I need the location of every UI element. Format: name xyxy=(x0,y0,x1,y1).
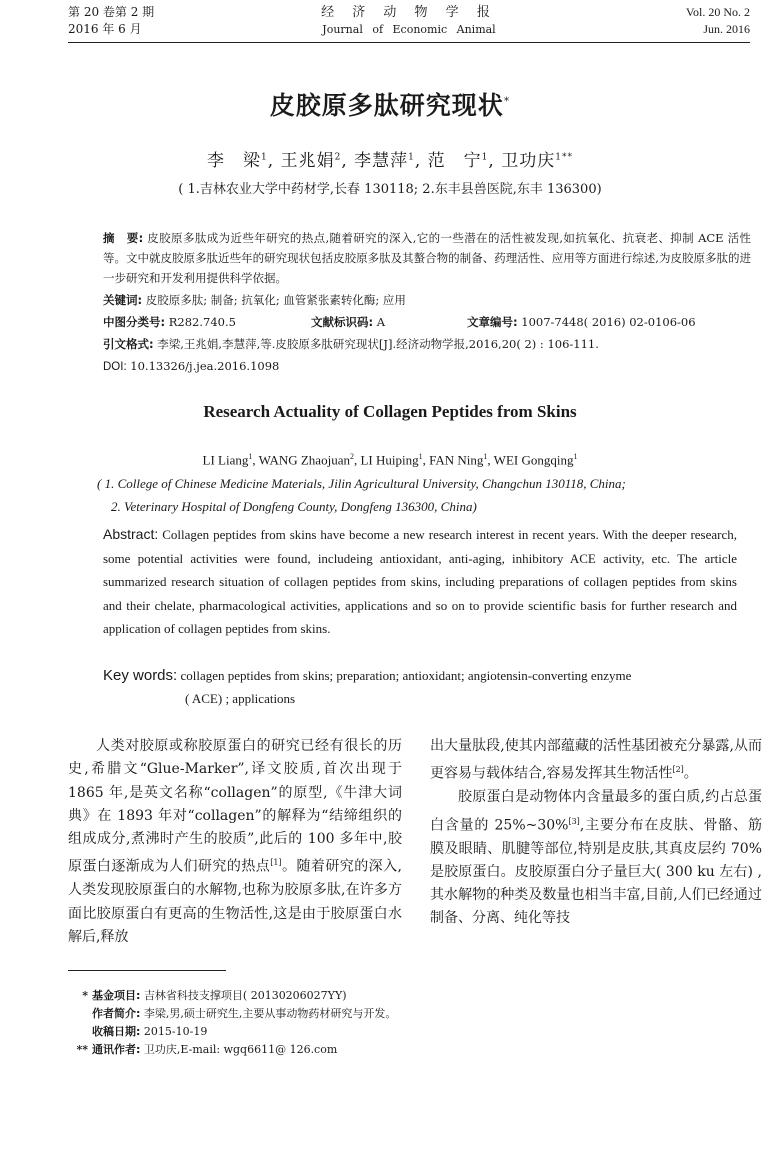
doc-code-value: A xyxy=(376,315,386,329)
footnote-funding xyxy=(82,988,347,1004)
keywords-cn xyxy=(103,292,406,308)
affiliation-en-line-2: 2. Veterinary Hospital of Dongfeng County, Dongfeng 136300, China) xyxy=(111,499,477,514)
footnote-received-date xyxy=(92,1024,207,1040)
header-volume-cn: 第 20 卷第 2 期 xyxy=(68,5,155,19)
title-cn xyxy=(0,86,780,122)
body-text: ,主要分布在皮肤、骨骼、筋膜及眼睛、肌腱等部位,特别是皮肤,其真皮层约 70% 是胶原蛋白。皮胶原蛋白分子量巨大( 300 ku 左右) ,其水解物的种类及数量也相当丰富,目前,人们已经通过制备、分离、纯化等技 xyxy=(430,817,762,927)
abstract-en-label: Abstract: xyxy=(103,526,159,542)
affiliation-en-line-1: ( 1. College of Chinese Medicine Materials, Jilin Agricultural University, Changchun 130118, China; xyxy=(97,476,626,491)
doi-link[interactable]: 10.13326/j.jea.2016.1098 xyxy=(130,359,280,373)
body-text: 出大量肽段,使其内部蕴藏的活性基团被充分暴露,从而更容易与载体结合,容易发挥其生物活性 xyxy=(430,738,762,782)
citation-ref-2[interactable]: [2] xyxy=(672,765,684,775)
header-date-cn: 2016 年 6 月 xyxy=(68,22,142,36)
footnote-text: 吉林省科技支撑项目( 20130206027YY) xyxy=(143,989,347,1002)
article-no-value: 1007-7448( 2016) 02-0106-06 xyxy=(521,315,696,329)
body-text: 人类对胶原或称胶原蛋白的研究已经有很长的历史,希腊文“Glue-Marker”,译文胶质,首次出现于 1865 年,是英文名称“collagen”的原型,《牛津大词典》在 1893 年对“collagen”的解释为“结缔组织的组成成分,煮沸时产生的胶质”,此后的 100 多年中,胶原蛋白逐渐成为人们研究的热点 xyxy=(68,738,402,876)
author-cn-sup: 1 xyxy=(261,152,268,163)
doi-line xyxy=(103,358,279,375)
author-cn-sup: 1 xyxy=(481,152,489,163)
citation-line xyxy=(103,336,599,352)
body-text: 。随着研究的深入,人类发现胶原蛋白的水解物,也称为胶原多肽,在许多方面比胶原蛋白有更高的生物活性,这是由于胶原蛋白水解后,释放 xyxy=(68,859,403,946)
footnote-label: 基金项目: xyxy=(92,989,141,1002)
footnote-author-bio xyxy=(92,1006,396,1022)
footnote-corresponding-author xyxy=(76,1042,338,1058)
footnote-mark: ** xyxy=(76,1043,88,1056)
author-en-sup: 1 xyxy=(483,452,488,461)
body-paragraph xyxy=(430,786,762,930)
footnote-text: 李梁,男,硕士研究生,主要从事动物药材研究与开发。 xyxy=(143,1007,397,1020)
running-header xyxy=(68,4,750,42)
keywords-en xyxy=(103,664,737,710)
footnote-mark: * xyxy=(82,989,88,1002)
author-cn: 卫功庆 xyxy=(501,151,556,171)
clc-field xyxy=(103,314,236,330)
header-volume-en: Vol. 20 No. 2 xyxy=(685,5,750,19)
title-cn-text: 皮胶原多肽研究现状 xyxy=(269,91,504,120)
author-en-sup: 1 xyxy=(418,452,423,461)
body-column-right xyxy=(430,735,762,931)
author-en: LI Huiping xyxy=(360,452,419,468)
body-column-left xyxy=(68,735,402,949)
doi-label: DOI: xyxy=(103,361,127,373)
author-cn: 李慧萍 xyxy=(354,151,409,171)
author-cn: 李 梁 xyxy=(207,151,262,171)
footnote-rule xyxy=(68,970,226,971)
citation-ref-3[interactable]: [3] xyxy=(568,816,580,826)
header-rule xyxy=(68,42,750,43)
author-cn: 范 宁 xyxy=(427,151,482,171)
author-en-sup: 1 xyxy=(573,452,578,461)
author-en: LI Liang xyxy=(202,452,249,468)
body-text: 胶原蛋白是动物体内含量最多的蛋白质,约占总蛋白含量的 25%~30% xyxy=(430,789,762,834)
keywords-cn-text: 皮胶原多肽; 制备; 抗氧化; 血管紧张素转化酶; 应用 xyxy=(145,293,406,307)
article-no-label: 文章编号: xyxy=(467,315,518,329)
author-cn-sup: 1** xyxy=(555,152,573,163)
body-paragraph xyxy=(430,735,762,786)
keywords-en-line-2: ( ACE) ; applications xyxy=(185,691,296,706)
author-cn-sup: 2 xyxy=(334,152,342,163)
title-en: Research Actuality of Collagen Peptides from Skins xyxy=(203,402,577,421)
authors-cn: 李 梁$^1$, 王兆娟$^2$, 李慧萍$^1$, 范 宁$^1$, 卫功庆$^{1**}$ xyxy=(207,151,573,171)
abstract-cn xyxy=(103,228,751,288)
abstract-en xyxy=(103,523,737,641)
abstract-cn-label: 摘 要: xyxy=(103,231,144,245)
doc-code-label: 文献标识码: xyxy=(311,315,374,329)
footnote-text: 2015-10-19 xyxy=(143,1025,208,1038)
affiliation-cn: ( 1.吉林农业大学中药材学,长春 130118; 2.东丰县兽医院,东丰 136300) xyxy=(178,182,602,197)
body-text: 。 xyxy=(683,765,698,782)
author-cn-sup: 1 xyxy=(408,152,415,163)
authors-en: LI Liang$^1$, WANG Zhaojuan$^2$, LI Huiping$^1$, FAN Ning$^1$, WEI Gongqing$^1$ xyxy=(202,452,578,468)
keywords-en-label: Key words: xyxy=(103,667,178,684)
footnote-label: 通讯作者: xyxy=(92,1043,141,1056)
footnote-label: 收稿日期: xyxy=(92,1025,141,1038)
article-no-field xyxy=(467,314,696,330)
header-right xyxy=(686,4,750,38)
footnote-label: 作者简介: xyxy=(92,1007,141,1020)
header-date-en: Jun. 2016 xyxy=(703,22,750,36)
clc-label: 中图分类号: xyxy=(103,315,166,329)
header-center xyxy=(68,4,750,38)
author-en: WEI Gongqing xyxy=(493,452,574,468)
doc-code-field xyxy=(311,314,385,330)
author-en: FAN Ning xyxy=(429,452,484,468)
keywords-cn-label: 关键词: xyxy=(103,293,143,307)
citation-text: 李梁,王兆娟,李慧萍,等.皮胶原多肽研究现状[J].经济动物学报,2016,20( 2) : 106-111. xyxy=(157,337,599,351)
abstract-en-text: Collagen peptides from skins have become a new research interest in recent years. With the deeper research, some potential activities were found, includeing antioxidant, anti-aging, inhibitory ACE activity, etc. The article summarized research situation of collagen peptides from skins, including preparations of collagen peptides from skins and their chelate, pharmacological activities, applications and so on to provide scientific basis for further research and application of collagen peptides from skins. xyxy=(103,527,737,636)
author-cn: 王兆娟 xyxy=(280,151,335,171)
author-en-sup: 2 xyxy=(349,452,354,461)
body-paragraph xyxy=(68,735,402,949)
title-cn-footnote-mark: * xyxy=(503,94,511,108)
journal-name-cn: 经 济 动 物 学 报 xyxy=(321,5,497,20)
footnote-text[interactable]: 卫功庆,E-mail: wgq6611@ 126.com xyxy=(143,1043,338,1056)
keywords-en-line-1: collagen peptides from skins; preparation; antioxidant; angiotensin-converting enzyme xyxy=(180,668,632,683)
clc-value: R282.740.5 xyxy=(168,315,236,329)
citation-ref-1[interactable]: [1] xyxy=(270,858,282,868)
author-en-sup: 1 xyxy=(248,452,253,461)
abstract-cn-text: 皮胶原多肽成为近些年研究的热点,随着研究的深入,它的一些潜在的活性被发现,如抗氧化、抗衰老、抑制 ACE 活性等。文中就皮胶原多肽近些年的研究现状包括皮胶原多肽及其螯合物的制备、药理活性、应用等方面进行综述,为皮胶原多肽的进一步研究和开发利用提供科学依据。 xyxy=(103,231,751,285)
citation-label: 引文格式: xyxy=(103,337,154,351)
author-en: WANG Zhaojuan xyxy=(258,452,350,468)
journal-name-en: Journal of Economic Animal xyxy=(322,23,496,36)
